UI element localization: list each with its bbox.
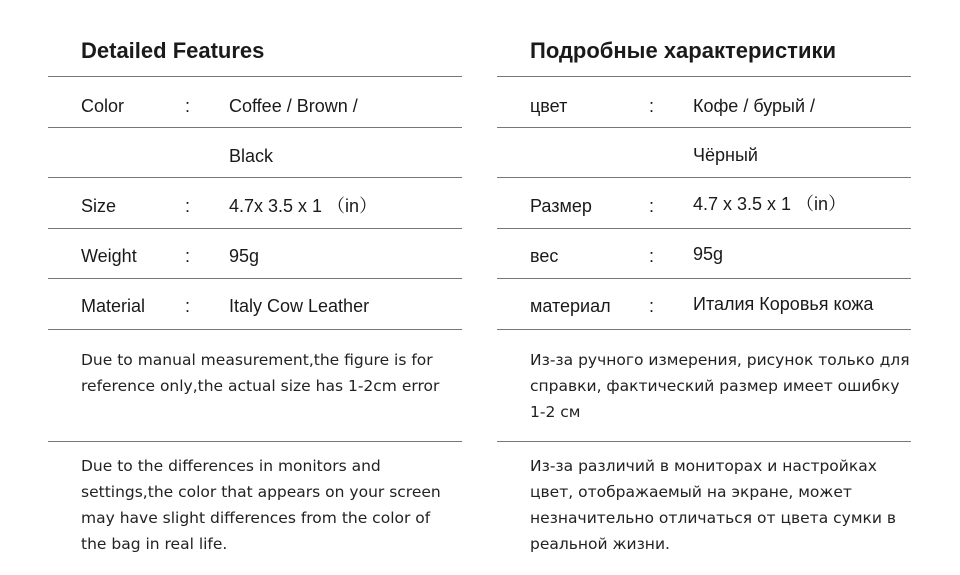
- divider: [48, 228, 462, 229]
- divider: [497, 278, 911, 279]
- material-value: Италия Коровья кожа: [693, 294, 874, 314]
- color-label: Color: [81, 96, 125, 116]
- color-value: Кофе / бурый /: [693, 96, 816, 116]
- material-label: материал: [530, 296, 611, 316]
- material-colon: :: [649, 296, 655, 316]
- material-colon: :: [185, 296, 191, 316]
- measurement-note: Due to manual measurement,the figure is for reference only,the actual size has 1-2cm error: [81, 351, 440, 395]
- color-value: Coffee / Brown /: [229, 96, 358, 116]
- size-value: 4.7x 3.5 x 1 （in）: [229, 196, 378, 216]
- divider: [48, 127, 462, 128]
- divider: [48, 278, 462, 279]
- divider: [48, 329, 462, 330]
- size-label: Size: [81, 196, 117, 216]
- divider: [497, 127, 911, 128]
- color-value-continued: Чёрный: [693, 145, 758, 165]
- size-colon: :: [185, 196, 191, 216]
- divider: [497, 228, 911, 229]
- color-colon: :: [185, 96, 191, 116]
- color-disclaimer-note: Due to the differences in monitors and settings,the color that appears on your screen may have slight differences from the color of the bag in real life.: [81, 457, 441, 553]
- material-value: Italy Cow Leather: [229, 296, 370, 316]
- divider: [48, 177, 462, 178]
- weight-label: Weight: [81, 246, 137, 266]
- size-colon: :: [649, 196, 655, 216]
- weight-colon: :: [185, 246, 191, 266]
- spec-title: Подробные характеристики: [530, 38, 837, 63]
- size-value: 4.7 x 3.5 x 1 （in）: [693, 194, 847, 214]
- weight-value: 95g: [693, 244, 724, 264]
- weight-label: вес: [530, 246, 559, 266]
- divider: [497, 177, 911, 178]
- color-colon: :: [649, 96, 655, 116]
- color-disclaimer-note: Из-за различий в мониторах и настройках цвет, отображаемый на экране, может незначительно отличаться от цвета сумки в реальной жизни.: [530, 457, 897, 553]
- weight-colon: :: [649, 246, 655, 266]
- size-label: Размер: [530, 196, 592, 216]
- color-label: цвет: [530, 96, 568, 116]
- divider: [497, 441, 911, 442]
- divider: [497, 76, 911, 77]
- divider: [497, 329, 911, 330]
- color-value-continued: Black: [229, 146, 274, 166]
- measurement-note: Из-за ручного измерения, рисунок только для справки, фактический размер имеет ошибку 1-2 см: [530, 351, 910, 421]
- material-label: Material: [81, 296, 146, 316]
- divider: [48, 76, 462, 77]
- divider: [48, 441, 462, 442]
- weight-value: 95g: [229, 246, 260, 266]
- spec-title: Detailed Features: [81, 38, 265, 63]
